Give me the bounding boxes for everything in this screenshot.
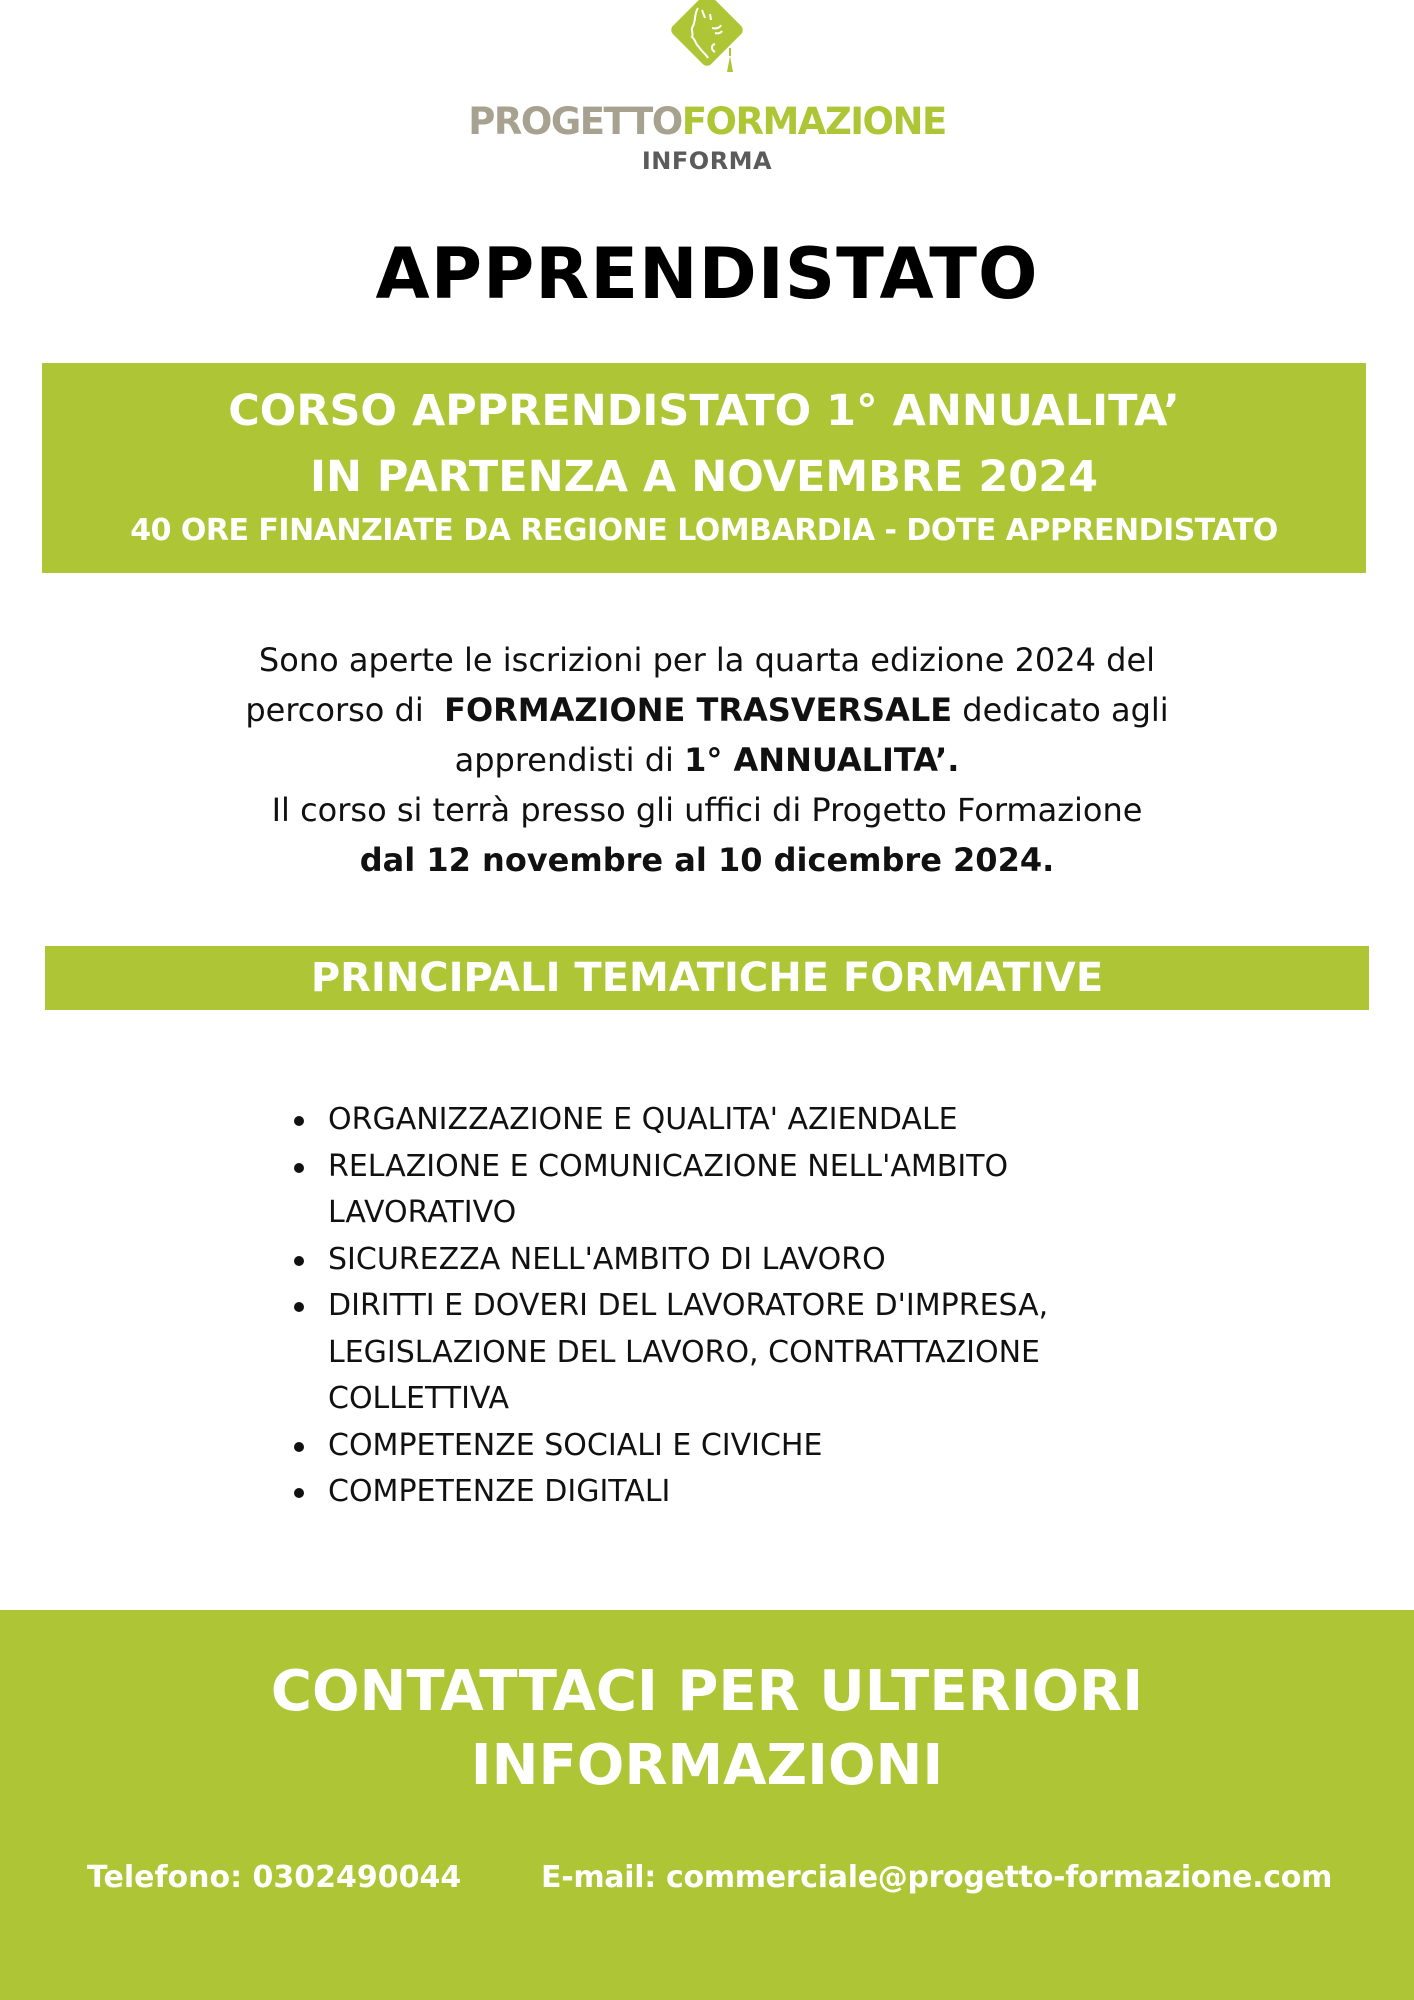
email-link[interactable]: E-mail: commerciale@progetto-formazione.com	[541, 1860, 1333, 1895]
topic-text: ORGANIZZAZIONE E QUALITA' AZIENDALE	[328, 1102, 958, 1137]
list-item	[290, 1469, 1190, 1516]
page-title: APPRENDISTATO	[375, 233, 1039, 315]
topic-text: COMPETENZE DIGITALI	[328, 1474, 671, 1509]
topic-text: DIRITTI E DOVERI DEL LAVORATORE D'IMPRESA,	[328, 1288, 1049, 1323]
bullet-icon	[294, 1163, 304, 1173]
intro-paragraph	[150, 635, 1264, 885]
topic-text: SICUREZZA NELL'AMBITO DI LAVORO	[328, 1241, 886, 1277]
topic-text: COLLETTIVA	[328, 1381, 510, 1416]
brand-name-part2: FORMAZIONE	[681, 100, 946, 143]
bullet-icon	[294, 1442, 304, 1452]
bullet-icon	[294, 1488, 304, 1498]
contact-heading-line: INFORMAZIONI	[470, 1733, 944, 1798]
course-banner	[42, 363, 1366, 573]
intro-text: dedicato agli	[952, 691, 1169, 729]
brand-name	[0, 100, 1414, 144]
intro-text: percorso di	[245, 691, 445, 729]
banner-funding: 40 ORE FINANZIATE DA REGIONE LOMBARDIA - DOTE APPRENDISTATO	[130, 513, 1278, 548]
topic-text: LEGISLAZIONE DEL LAVORO, CONTRATTAZIONE	[328, 1334, 1041, 1370]
topics-list	[290, 1097, 1190, 1516]
topic-text: COMPETENZE SOCIALI E CIVICHE	[328, 1427, 823, 1463]
topic-text: LAVORATIVO	[328, 1195, 517, 1230]
list-item	[290, 1283, 1190, 1423]
intro-dates	[150, 835, 1264, 885]
intro-line: Sono aperte le iscrizioni per la quarta edizione 2024 del	[258, 641, 1156, 679]
bullet-icon	[294, 1302, 304, 1312]
list-item	[290, 1423, 1190, 1470]
intro-line	[150, 685, 1264, 735]
intro-text: apprendisti di	[454, 741, 685, 779]
contact-heading	[0, 1655, 1414, 1803]
brand-name-part1: PROGETTO	[468, 100, 682, 143]
list-item	[290, 1237, 1190, 1284]
topic-text: RELAZIONE E COMUNICAZIONE NELL'AMBITO	[328, 1148, 1009, 1184]
intro-line: Il corso si terrà presso gli uffici di Progetto Formazione	[271, 791, 1143, 829]
bullet-icon	[294, 1116, 304, 1126]
phone-link[interactable]: Telefono: 0302490044	[87, 1860, 462, 1895]
graduate-head-icon	[668, 0, 748, 80]
intro-line	[150, 735, 1264, 785]
topics-heading: PRINCIPALI TEMATICHE FORMATIVE	[45, 946, 1369, 1010]
list-item	[290, 1144, 1190, 1237]
banner-course-title: CORSO APPRENDISTATO 1° ANNUALITA’	[228, 386, 1180, 436]
intro-highlight: FORMAZIONE TRASVERSALE	[444, 691, 953, 729]
bullet-icon	[294, 1256, 304, 1266]
list-item	[290, 1097, 1190, 1144]
course-dates: dal 12 novembre al 10 dicembre 2024.	[359, 841, 1055, 879]
brand-subtitle: INFORMA	[641, 147, 773, 175]
contact-footer	[0, 1610, 1414, 2000]
banner-start-date: IN PARTENZA A NOVEMBRE 2024	[309, 452, 1099, 502]
contact-heading-line: CONTATTACI PER ULTERIORI	[270, 1659, 1144, 1724]
intro-highlight: 1° ANNUALITA’.	[684, 741, 960, 779]
